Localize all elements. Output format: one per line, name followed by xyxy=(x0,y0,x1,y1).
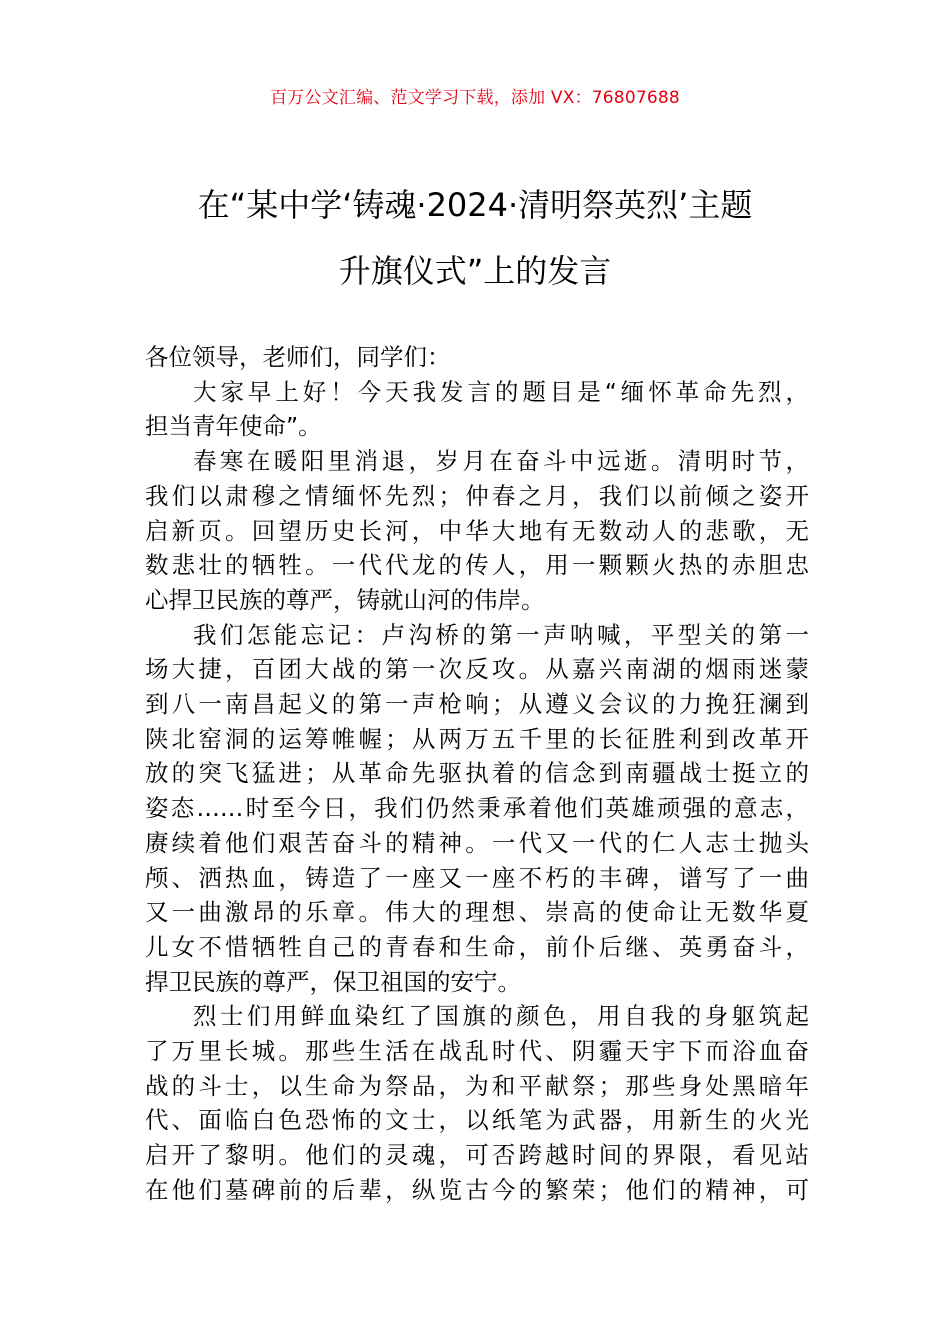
document-title xyxy=(100,172,850,304)
paragraph-line: 陕北窑洞的运筹帷幄；从两万五千里的长征胜利到改革开 xyxy=(145,724,809,753)
paragraph-line: 我们以肃穆之情缅怀先烈；仲春之月，我们以前倾之姿开 xyxy=(145,481,809,510)
document-body xyxy=(145,340,809,1208)
header-note: 百万公文汇编、范文学习下载，添加 VX：76807688 xyxy=(270,88,680,108)
paragraph-line: 我们怎能忘记：卢沟桥的第一声呐喊，平型关的第一 xyxy=(193,620,809,649)
title-line-2: 升旗仪式”上的发言 xyxy=(338,252,612,290)
paragraph-line: 启新页。回望历史长河，中华大地有无数动人的悲歌，无 xyxy=(145,516,809,545)
paragraph-line: 儿女不惜牺牲自己的青春和生命，前仆后继、英勇奋斗， xyxy=(145,932,809,961)
paragraph-line: 场大捷，百团大战的第一次反攻。从嘉兴南湖的烟雨迷蒙 xyxy=(145,655,809,684)
paragraph-line: 代、面临白色恐怖的文士，以纸笔为武器，用新生的火光 xyxy=(145,1106,809,1135)
paragraph-3 xyxy=(145,618,809,1000)
paragraph-line: 心捍卫民族的尊严，铸就山河的伟岸。 xyxy=(145,585,545,614)
paragraph-line: 姿态……时至今日，我们仍然秉承着他们英雄顽强的意志， xyxy=(145,794,809,823)
paragraph-line: 放的突飞猛进；从革命先驱执着的信念到南疆战士挺立的 xyxy=(145,759,809,788)
paragraph-line: 战的斗士，以生命为祭品，为和平献祭；那些身处黑暗年 xyxy=(145,1071,809,1100)
paragraph-line: 到八一南昌起义的第一声枪响；从遵义会议的力挽狂澜到 xyxy=(145,690,809,719)
paragraph-line: 赓续着他们艰苦奋斗的精神。一代又一代的仁人志士抛头 xyxy=(145,828,809,857)
paragraph-line: 烈士们用鲜血染红了国旗的颜色，用自我的身躯筑起 xyxy=(193,1002,809,1031)
paragraph-line: 捍卫民族的尊严，保卫祖国的安宁。 xyxy=(145,967,521,996)
paragraph-line: 大家早上好！今天我发言的题目是“缅怀革命先烈， xyxy=(193,377,809,406)
paragraph-1 xyxy=(145,375,809,444)
paragraph-line: 又一曲激昂的乐章。伟大的理想、崇高的使命让无数华夏 xyxy=(145,898,809,927)
paragraph-line: 数悲壮的牺牲。一代代龙的传人，用一颗颗火热的赤胆忠 xyxy=(145,551,809,580)
title-line-1: 在“某中学‘铸魂·2024·清明祭英烈’主题 xyxy=(197,186,753,224)
paragraph-line: 春寒在暖阳里消退，岁月在奋斗中远逝。清明时节， xyxy=(193,447,809,476)
paragraph-line: 在他们墓碑前的后辈，纵览古今的繁荣；他们的精神，可 xyxy=(145,1175,809,1204)
paragraph-line: 担当青年使命”。 xyxy=(145,412,322,441)
paragraph-line: 颅、洒热血，铸造了一座又一座不朽的丰碑，谱写了一曲 xyxy=(145,863,809,892)
paragraph-line: 了万里长城。那些生活在战乱时代、阴霾天宇下而浴血奋 xyxy=(145,1037,809,1066)
paragraph-4 xyxy=(145,999,809,1207)
paragraph-line: 启开了黎明。他们的灵魂，可否跨越时间的界限，看见站 xyxy=(145,1141,809,1170)
salutation: 各位领导，老师们，同学们： xyxy=(145,343,451,371)
paragraph-2 xyxy=(145,444,809,618)
